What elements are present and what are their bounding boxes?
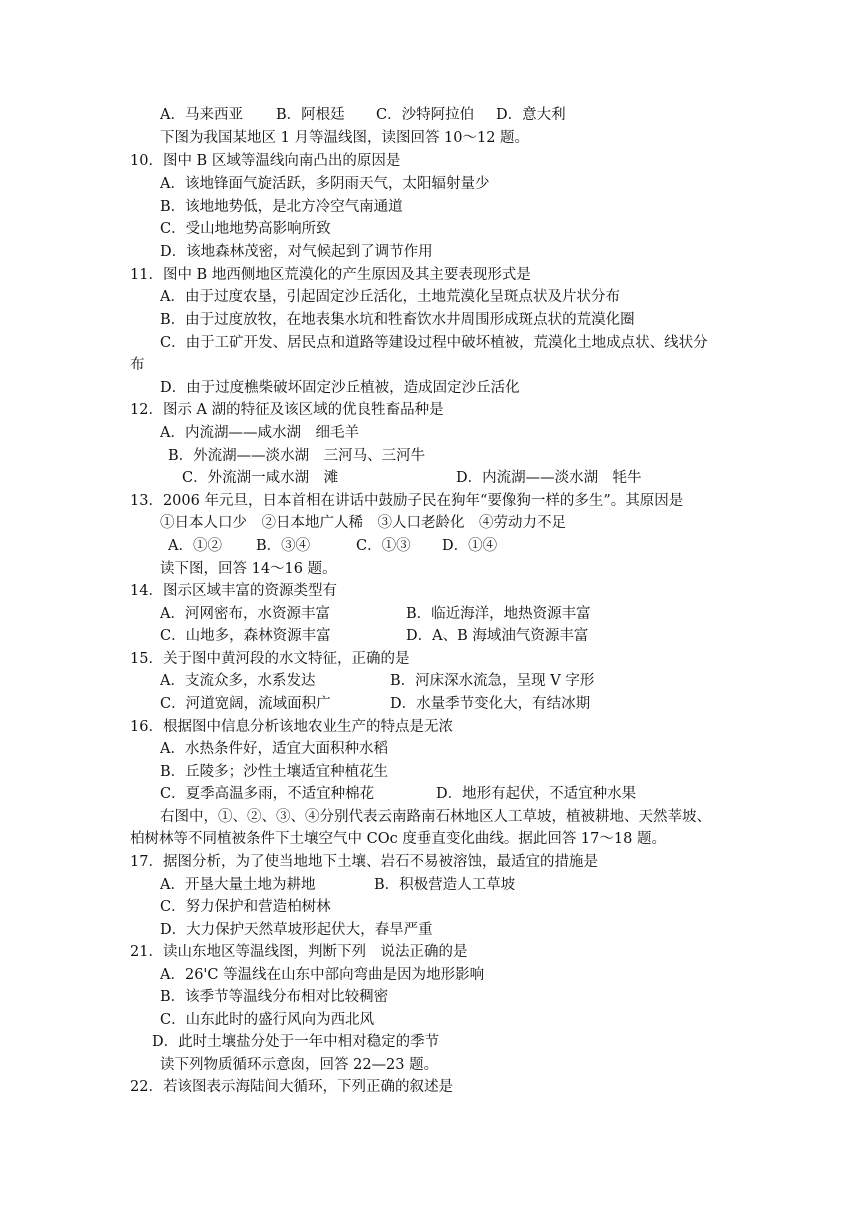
instruction-text: 右图中，①、②、③、④分别代表云南路南石林地区人工草坡，植被耕地、天然莘坡、 <box>160 809 711 825</box>
option-text: A．水热条件好，适宜大面积种水稻 <box>160 741 388 757</box>
option-text-continued: 布 <box>130 357 145 373</box>
option-text: B．外流湖——淡水湖 三河马、三河牛 <box>168 448 426 464</box>
question-21: 21．读山东地区等温线图，判断下列 说法正确的是 <box>130 944 468 960</box>
question-14: 14．图示区域丰富的资源类型有 <box>130 583 337 599</box>
option-c: C．外流湖一咸水湖 滩 <box>182 470 339 486</box>
option-c: C．河道宽阔，流域面积广 <box>160 696 331 712</box>
option-text: B．该地地势低，是北方冷空气南通道 <box>160 199 403 215</box>
option-d: D．地形有起伏，不适宜种水果 <box>436 786 637 802</box>
instruction-text-continued: 柏树林等不同植被条件下土壤空气中 COc 度垂直变化曲线。据此回答 17～18 题。 <box>130 831 666 847</box>
option-d: D．意大利 <box>496 107 566 123</box>
question-13: 13．2006 年元旦，日本首相在讲话中鼓励子民在狗年“要像狗一样的多生”。其原因是 <box>130 493 684 509</box>
option-a: A．①② <box>168 538 222 554</box>
question-22: 22．若该图表示海陆间大循环，下列正确的叙述是 <box>130 1079 453 1095</box>
option-c: C．山地多，森林资源丰富 <box>160 628 331 644</box>
option-b: B．阿根廷 <box>276 107 345 123</box>
option-a: A．河网密布，水资源丰富 <box>160 606 330 622</box>
option-text: C．山东此时的盛行风向为西北风 <box>160 1012 375 1028</box>
option-text: C．受山地地势高影响所致 <box>160 221 331 237</box>
option-a: A．马来西亚 <box>160 107 243 123</box>
instruction-text: 读下列物质循环示意囱，回答 22—23 题。 <box>160 1057 439 1073</box>
option-text: D．大力保护天然草坡形起伏大，春旱严重 <box>160 922 433 938</box>
option-text: C．由于工矿开发、居民点和道路等建设过程中破坏植被，荒漠化土地成点状、线状分 <box>160 335 708 351</box>
question-17: 17．据图分析，为了使当地地下土壤、岩石不易被溶蚀，最适宜的措施是 <box>130 854 598 870</box>
option-b: B．积极营造人工草坡 <box>374 877 516 893</box>
option-d: D．内流湖——淡水湖 牦牛 <box>456 470 642 486</box>
instruction-text: 下图为我国某地区 1 月等温线图，读图回答 10～12 题。 <box>160 130 530 146</box>
option-text: D．该地森林茂密，对气候起到了调节作用 <box>160 244 433 260</box>
option-text: A．该地锋面气旋活跃，多阴雨天气，太阳辐射量少 <box>160 176 490 192</box>
question-11: 11．图中 B 地西侧地区荒漠化的产生原因及其主要表现形式是 <box>130 267 531 283</box>
option-a: A．开垦大量土地为耕地 <box>160 877 316 893</box>
option-b: B．临近海洋，地热资源丰富 <box>406 606 591 622</box>
option-text: A．由于过度农垦，引起固定沙丘活化，土地荒漠化呈斑点状及片状分布 <box>160 289 620 305</box>
option-a: A．支流众多，水系发达 <box>160 673 316 689</box>
option-text: D．由于过度樵柴破坏固定沙丘植被，造成固定沙丘活化 <box>160 380 520 396</box>
option-d: D．①④ <box>442 538 498 554</box>
question-15: 15．关于图中黄河段的水文特征，正确的是 <box>130 651 410 667</box>
option-c: C．沙特阿拉伯 <box>376 107 475 123</box>
instruction-text: 读下图，回答 14～16 题。 <box>160 561 337 577</box>
option-text: B．由于过度放牧，在地表集水坑和牲畜饮水井周围形成斑点状的荒漠化圈 <box>160 312 635 328</box>
question-12: 12．图示 A 湖的特征及该区域的优良牲畜品种是 <box>130 402 444 418</box>
option-text: B．丘陵多；沙性土壤适宜种植花生 <box>160 764 389 780</box>
option-c: C．①③ <box>356 538 411 554</box>
option-text: C．努力保护和营造柏树林 <box>160 899 331 915</box>
option-text: B．该季节等温线分布相对比较稠密 <box>160 989 389 1005</box>
option-text: A．26'C 等温线在山东中部向弯曲是因为地形影响 <box>160 967 485 983</box>
statement-list: ①日本人口少 ②日本地广人稀 ③人口老龄化 ④劳动力不足 <box>160 515 566 531</box>
option-d: D．水量季节变化大，有结冰期 <box>390 696 591 712</box>
option-b: B．河床深水流急，呈现 V 字形 <box>390 673 595 689</box>
option-d: D．A、B 海域油气资源丰富 <box>406 628 589 644</box>
question-10: 10．图中 B 区域等温线向南凸出的原因是 <box>130 153 401 169</box>
option-text: D．此时土壤盐分处于一年中相对稳定的季节 <box>152 1034 440 1050</box>
question-16: 16．根据图中信息分析该地农业生产的特点是无浓 <box>130 719 453 735</box>
option-text: A．内流湖——咸水湖 细毛羊 <box>160 425 359 441</box>
option-c: C．夏季高温多雨，不适宜种棉花 <box>160 786 375 802</box>
option-b: B．③④ <box>256 538 311 554</box>
